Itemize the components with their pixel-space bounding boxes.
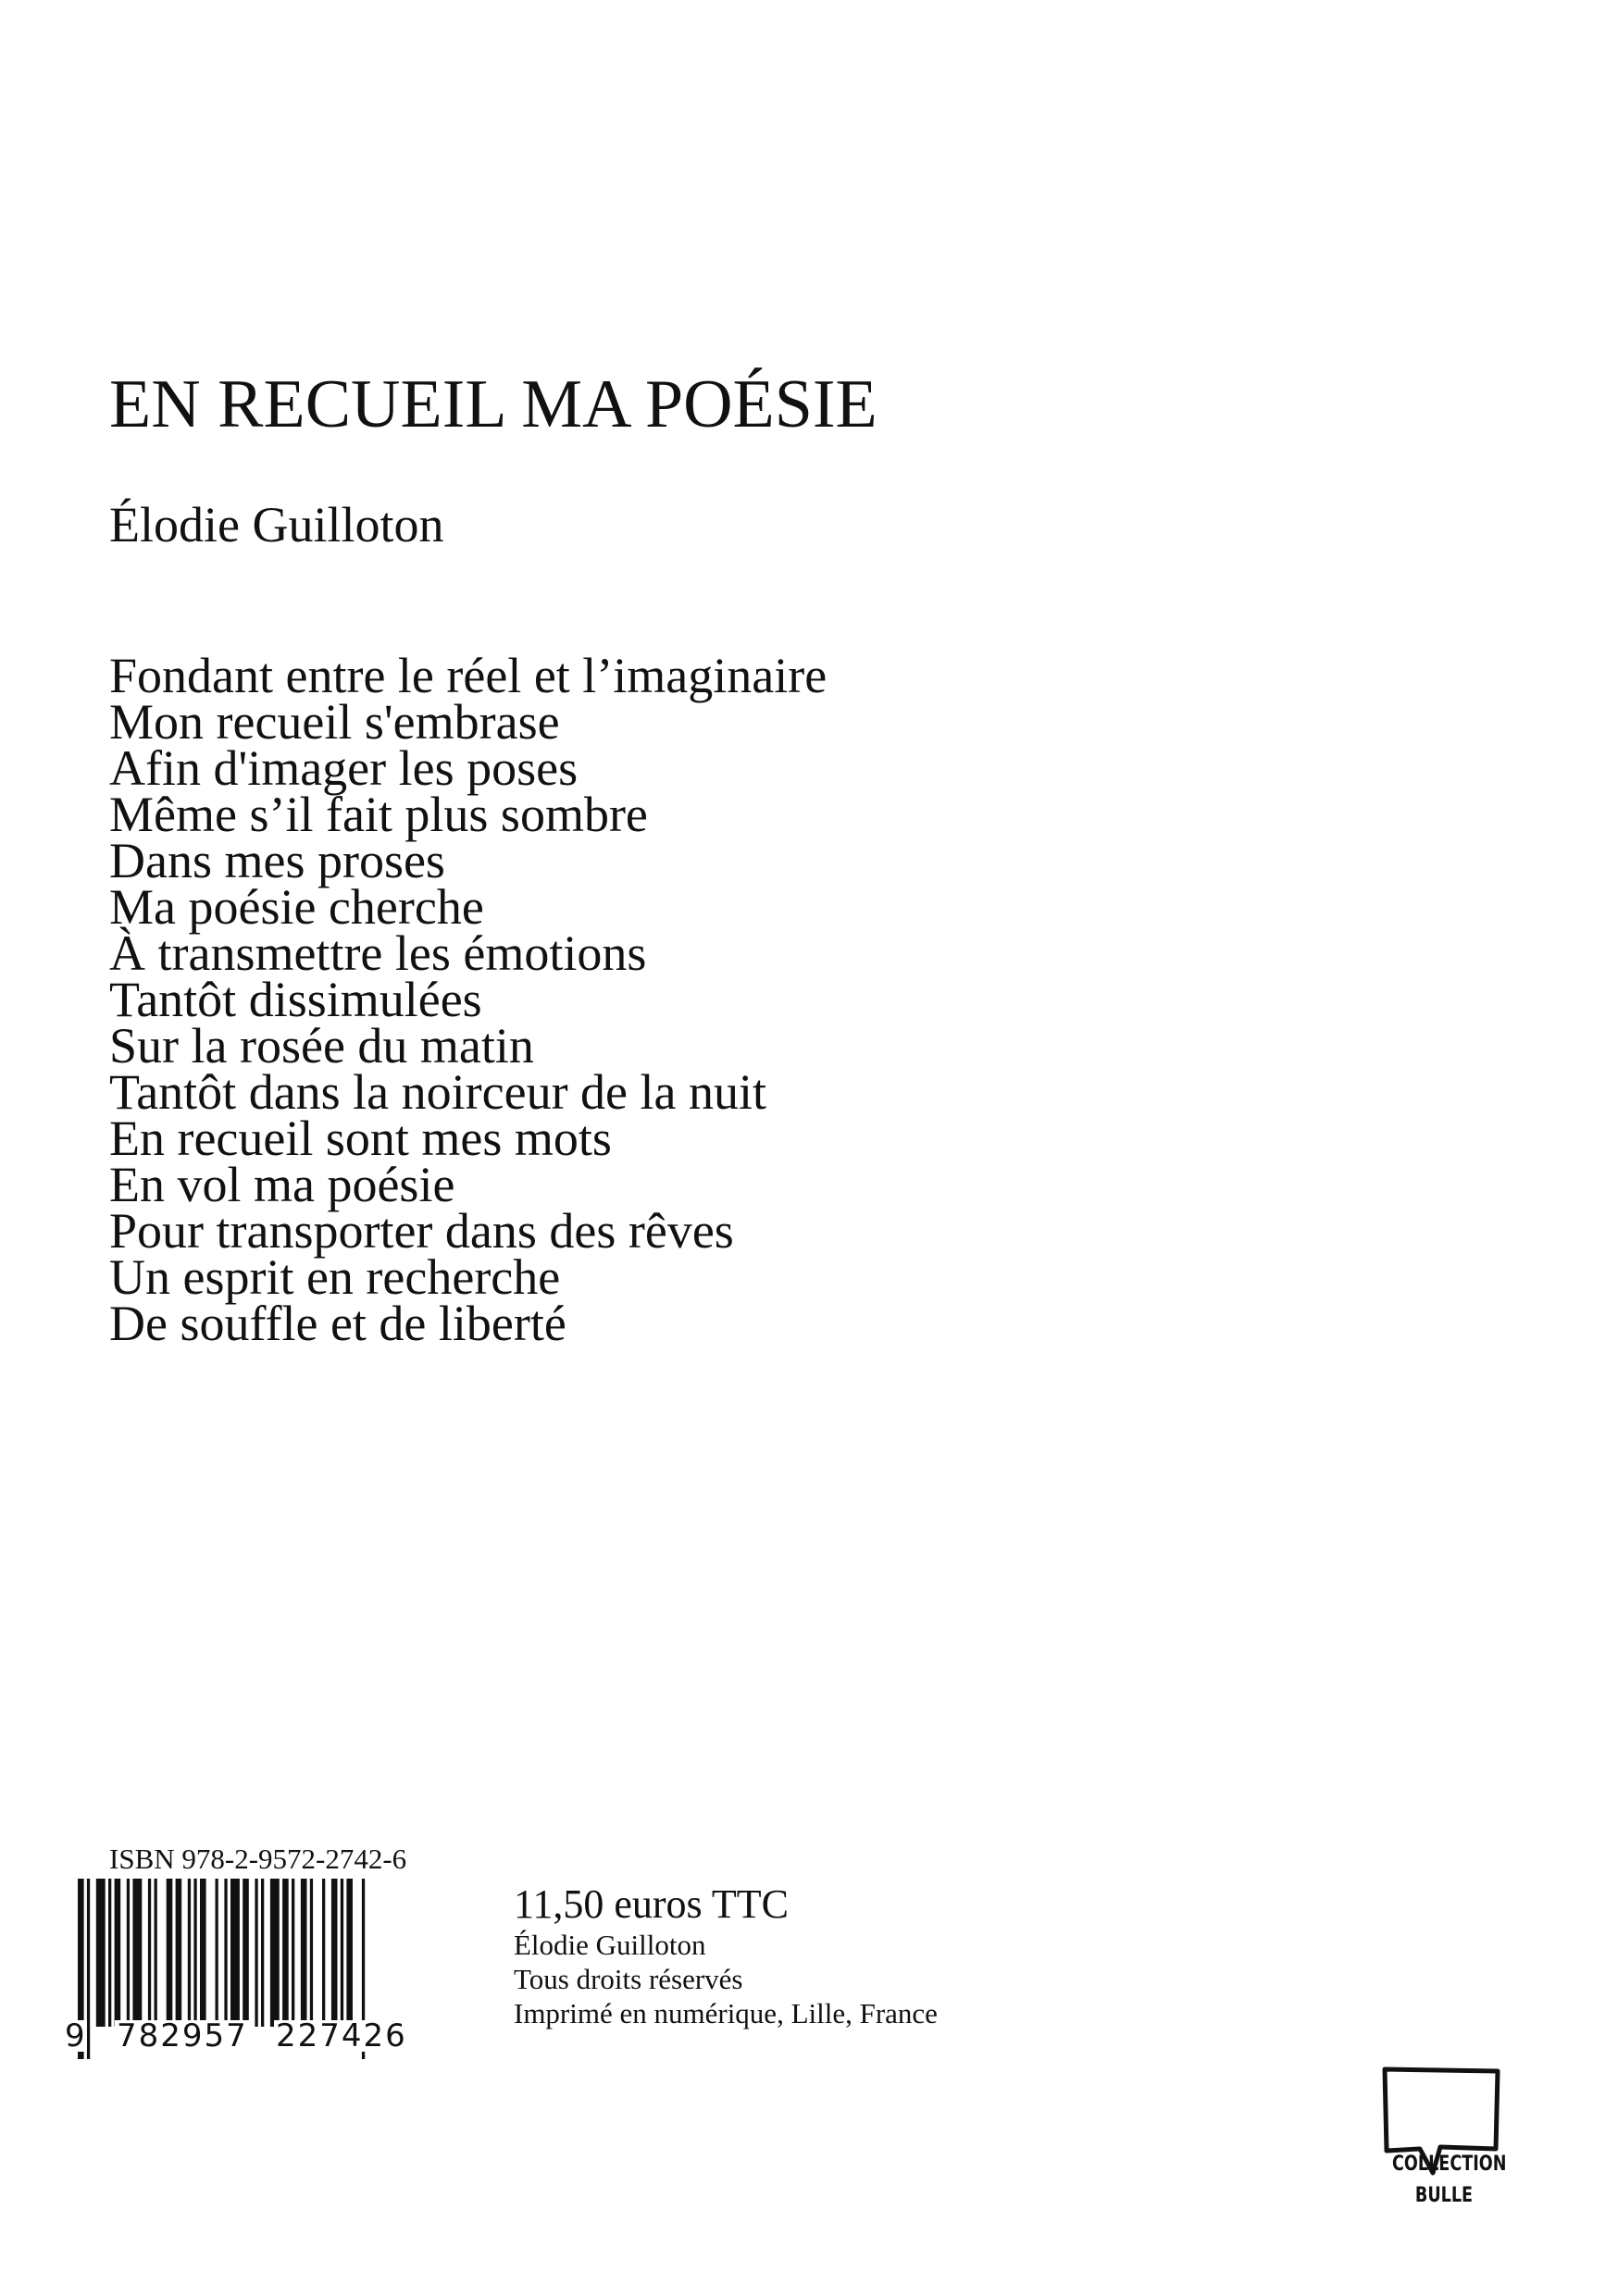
poem-line: De souffle et de liberté bbox=[109, 1296, 566, 1351]
barcode-bar bbox=[270, 1879, 280, 2027]
colophon-rights: Tous droits réservés bbox=[514, 1963, 743, 1995]
barcode-bar bbox=[200, 1879, 206, 2027]
barcode-bar bbox=[341, 1879, 343, 2027]
poem bbox=[109, 648, 828, 1351]
poem-line: Tantôt dissimulées bbox=[109, 972, 482, 1027]
logo-line-1: COLLECTION bbox=[1392, 2153, 1507, 2176]
barcode-bar bbox=[87, 1879, 90, 2059]
barcode-bar bbox=[322, 1879, 325, 2027]
barcode-bar bbox=[346, 1879, 353, 2027]
barcode-bar bbox=[243, 1879, 249, 2027]
poem-line: En recueil sont mes mots bbox=[109, 1111, 612, 1166]
barcode-bar bbox=[176, 1879, 182, 2027]
colophon-author: Élodie Guilloton bbox=[514, 1929, 706, 1961]
barcode-bar bbox=[331, 1879, 338, 2027]
poem-line: Ma poésie cherche bbox=[109, 879, 484, 935]
barcode-bar bbox=[115, 1879, 121, 2027]
barcode-bar bbox=[255, 1879, 257, 2027]
book-title: EN RECUEIL MA POÉSIE bbox=[109, 366, 877, 442]
barcode-bar bbox=[148, 1879, 151, 2027]
poem-line: Mon recueil s'embrase bbox=[109, 694, 560, 750]
barcode-bar bbox=[282, 1879, 289, 2027]
barcode-bar bbox=[224, 1879, 227, 2027]
barcode-bar bbox=[261, 1879, 264, 2027]
poem-line: Un esprit en recherche bbox=[109, 1249, 561, 1305]
barcode-bar bbox=[310, 1879, 313, 2027]
price: 11,50 euros TTC bbox=[514, 1881, 789, 1927]
poem-line: Même s’il fait plus sombre bbox=[109, 787, 648, 842]
poem-line: À transmettre les émotions bbox=[109, 925, 647, 981]
barcode-bar bbox=[167, 1879, 173, 2027]
poem-line: Afin d'imager les poses bbox=[109, 740, 579, 796]
barcode-bar bbox=[155, 1879, 157, 2027]
poem-line: Pour transporter dans des rêves bbox=[109, 1203, 734, 1259]
logo-line-2: BULLE bbox=[1414, 2184, 1474, 2207]
poem-line: Sur la rosée du matin bbox=[109, 1018, 534, 1074]
poem-line: En vol ma poésie bbox=[109, 1157, 455, 1212]
barcode-bar bbox=[193, 1879, 196, 2027]
poem-line: Fondant entre le réel et l’imaginaire bbox=[109, 648, 828, 703]
barcode-digit-first: 9 bbox=[65, 2017, 85, 2054]
colophon-printed: Imprimé en numérique, Lille, France bbox=[514, 1997, 938, 2029]
barcode-bar bbox=[292, 1879, 294, 2027]
barcode-bar bbox=[127, 1879, 130, 2027]
poem-line: Dans mes proses bbox=[109, 833, 445, 888]
barcode-bar bbox=[96, 1879, 106, 2027]
barcode-bar bbox=[188, 1879, 191, 2027]
barcode-digits-right: 227426 bbox=[276, 2017, 407, 2054]
barcode-digits-left: 782957 bbox=[117, 2017, 248, 2054]
poem-line: Tantôt dans la noirceur de la nuit bbox=[109, 1064, 766, 1120]
isbn-label: ISBN 978-2-9572-2742-6 bbox=[109, 1843, 407, 1875]
barcode-bar bbox=[230, 1879, 240, 2027]
barcode-bar bbox=[216, 1879, 218, 2027]
barcode-bar bbox=[132, 1879, 142, 2027]
barcode-bar bbox=[108, 1879, 111, 2027]
barcode-bar bbox=[301, 1879, 307, 2027]
book-author: Élodie Guilloton bbox=[109, 497, 444, 552]
